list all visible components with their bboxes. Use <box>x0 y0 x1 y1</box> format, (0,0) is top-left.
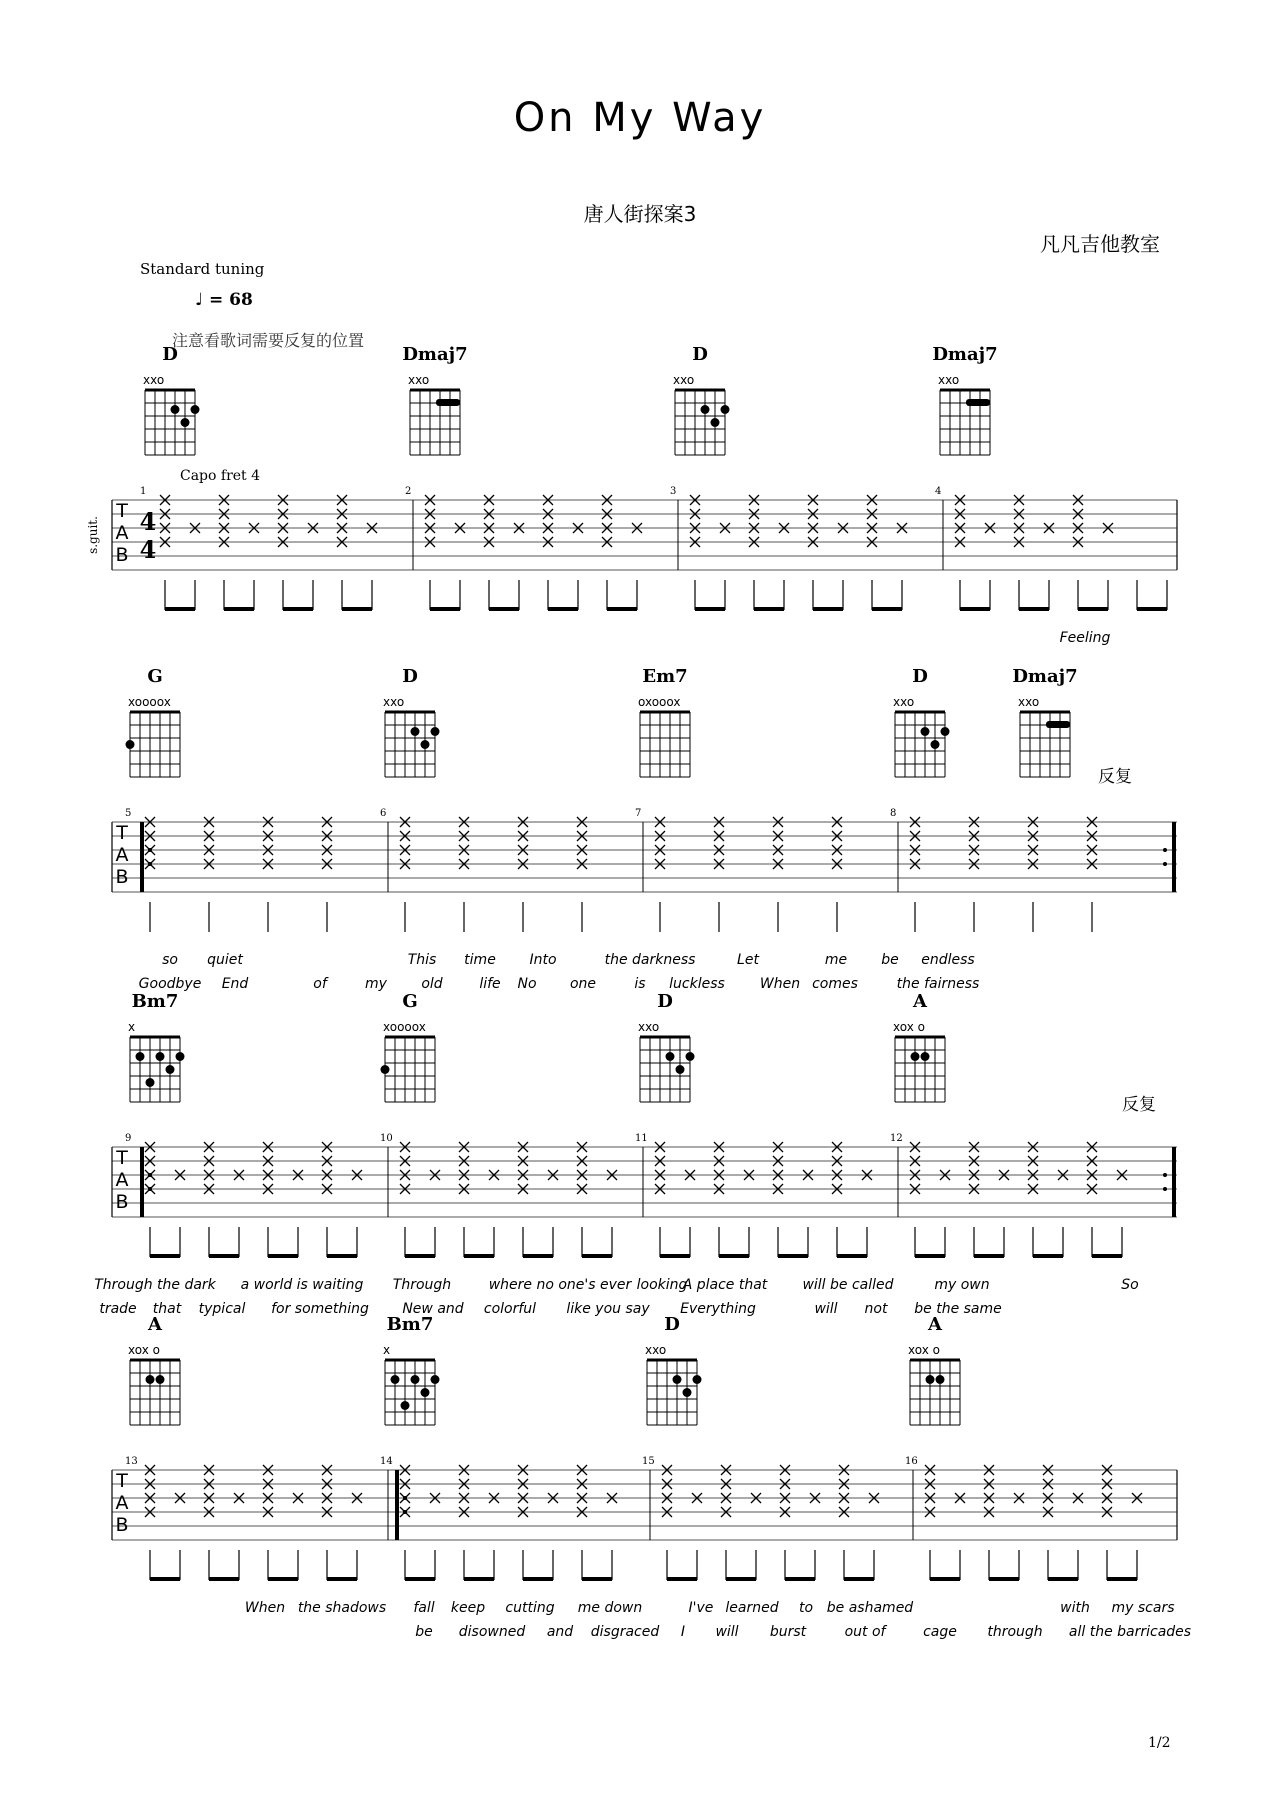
chord-open-mute-markers: xxo <box>383 695 405 709</box>
chord-open-mute-markers: xoooox <box>128 695 171 709</box>
measure-number: 1 <box>140 486 147 497</box>
measure-number: 7 <box>635 808 642 819</box>
note-beam <box>268 1254 298 1258</box>
repeat-instruction: 反复 <box>1122 1095 1156 1115</box>
tab-measure <box>125 1314 362 1581</box>
song-title: On My Way <box>513 95 767 141</box>
finger-dot <box>181 418 190 427</box>
tab-system <box>112 1314 1191 1640</box>
chord-open-mute-markers: xoooox <box>383 1020 426 1034</box>
note-beam <box>930 1577 960 1581</box>
note-beam <box>960 607 990 611</box>
lyric-verse1: so <box>162 952 178 968</box>
tab-measure <box>642 1314 879 1581</box>
finger-dot <box>926 1375 935 1384</box>
note-beam <box>719 1254 749 1258</box>
chord-name: D <box>692 344 708 365</box>
tab-measure <box>125 991 362 1258</box>
finger-dot <box>721 405 730 414</box>
finger-dot <box>686 1052 695 1061</box>
tuning-label: Standard tuning <box>140 260 265 278</box>
note-beam <box>283 607 313 611</box>
tab-system <box>112 666 1177 992</box>
lyric-verse2: will <box>715 1624 739 1640</box>
lyric-verse2: Everything <box>680 1301 756 1317</box>
measure-number: 16 <box>905 1456 918 1467</box>
note-beam <box>548 607 578 611</box>
tab-measure <box>670 344 907 611</box>
instrument-label: s.guit. <box>86 516 100 554</box>
chord-name: G <box>402 991 418 1012</box>
finger-dot <box>411 1375 420 1384</box>
finger-dot <box>431 727 440 736</box>
lyric-verse2: is <box>634 976 646 992</box>
finger-dot <box>136 1052 145 1061</box>
lyric-verse1: cutting <box>505 1600 555 1616</box>
time-signature-bottom: 4 <box>139 535 157 564</box>
measure-number: 14 <box>380 1456 393 1467</box>
note-beam <box>342 607 372 611</box>
lyric-verse1: me down <box>577 1600 643 1616</box>
lyric-verse2: all the barricades <box>1068 1624 1192 1640</box>
tab-measure <box>932 344 1167 611</box>
lyric-verse2: life <box>479 976 501 992</box>
finger-dot <box>673 1375 682 1384</box>
chord-name: Dmaj7 <box>1012 666 1078 687</box>
tab-measure <box>635 991 872 1258</box>
tempo-value: = 68 <box>208 290 253 310</box>
chord-name: Em7 <box>642 666 688 687</box>
note-beam <box>150 1577 180 1581</box>
lyric-verse2: for something <box>271 1301 369 1317</box>
lyric-verse1: to <box>798 1600 814 1616</box>
finger-dot <box>191 405 200 414</box>
chord-name: D <box>657 991 673 1012</box>
chord-name: Dmaj7 <box>932 344 998 365</box>
lyric-verse1: keep <box>450 1600 486 1616</box>
tab-measure <box>890 991 1127 1258</box>
note-beam <box>989 1577 1019 1581</box>
note-beam <box>726 1577 756 1581</box>
note-beam <box>582 1577 612 1581</box>
lyric-verse1: time <box>464 952 496 968</box>
lyric-verse2: colorful <box>483 1301 537 1317</box>
chord-open-mute-markers: xxo <box>143 373 165 387</box>
tab-clef-letter: A <box>115 1169 129 1191</box>
page-number: 1/2 <box>1148 1735 1171 1751</box>
note-beam <box>695 607 725 611</box>
finger-dot <box>156 1375 165 1384</box>
tab-clef-letter: T <box>116 822 128 844</box>
measure-number: 12 <box>890 1133 903 1144</box>
finger-dot <box>936 1375 945 1384</box>
note-beam <box>667 1577 697 1581</box>
note-beam <box>489 607 519 611</box>
lyric-verse1: So <box>1121 1277 1139 1293</box>
repeat-dot <box>1163 862 1167 866</box>
tab-clef-letter: B <box>115 1191 129 1213</box>
repeat-instruction: 反复 <box>1098 767 1132 787</box>
lyric-verse1: quiet <box>207 952 243 968</box>
note-beam <box>1107 1577 1137 1581</box>
lyric-verse2: comes <box>812 976 858 992</box>
capo-label: Capo fret 4 <box>180 468 261 484</box>
finger-dot <box>421 740 430 749</box>
note-beam <box>837 1254 867 1258</box>
finger-dot <box>676 1065 685 1074</box>
lyric-verse1: with <box>1060 1600 1090 1616</box>
note-beam <box>1048 1577 1078 1581</box>
tab-clef-letter: T <box>116 1470 128 1492</box>
note-beam <box>1092 1254 1122 1258</box>
tab-clef-letter: T <box>116 1147 128 1169</box>
note-beam <box>915 1254 945 1258</box>
lyric-verse1: Through <box>392 1277 452 1293</box>
tab-clef-letter: A <box>115 844 129 866</box>
measure-number: 15 <box>642 1456 655 1467</box>
lyric-verse2: disowned <box>458 1624 526 1640</box>
note-beam <box>660 1254 690 1258</box>
finger-dot <box>126 740 135 749</box>
finger-dot <box>921 1052 930 1061</box>
lyric-verse1: This <box>407 952 437 968</box>
note-beam <box>844 1577 874 1581</box>
time-signature-top: 4 <box>139 507 157 536</box>
note-beam <box>150 1254 180 1258</box>
chord-name: G <box>147 666 163 687</box>
lyric-verse2: luckless <box>669 976 725 992</box>
chord-name: D <box>664 1314 680 1335</box>
measure-number: 4 <box>935 486 942 497</box>
lyric-verse2: that <box>152 1301 182 1317</box>
lyric-verse1: Let <box>737 952 759 968</box>
lyric-verse2: When <box>759 976 801 992</box>
lyric-verse2: like you say <box>566 1301 650 1317</box>
note-beam <box>430 607 460 611</box>
note-beam <box>209 1577 239 1581</box>
tab-system <box>94 991 1177 1317</box>
tab-measure <box>380 991 617 1258</box>
lyric-verse1: be ashamed <box>826 1600 914 1616</box>
finger-dot <box>693 1375 702 1384</box>
note-beam <box>872 607 902 611</box>
finger-barre <box>436 399 460 406</box>
lyric-verse2: not <box>864 1301 888 1317</box>
finger-barre <box>1046 721 1070 728</box>
finger-dot <box>146 1078 155 1087</box>
note-beam <box>523 1254 553 1258</box>
chord-open-mute-markers: xxo <box>638 1020 660 1034</box>
finger-dot <box>381 1065 390 1074</box>
chord-name: D <box>402 666 418 687</box>
song-subtitle: 唐人街探案3 <box>583 202 697 226</box>
lyric-verse1: fall <box>413 1600 435 1616</box>
lyric-verse1: learned <box>725 1600 779 1616</box>
tab-measure <box>402 344 642 611</box>
finger-dot <box>146 1375 155 1384</box>
note-beam <box>464 1254 494 1258</box>
chord-open-mute-markers: xxo <box>938 373 960 387</box>
finger-dot <box>941 727 950 736</box>
lyric-verse2: be <box>415 1624 433 1640</box>
measure-number: 2 <box>405 486 412 497</box>
chord-open-mute-markers: xxo <box>645 1343 667 1357</box>
chord-name: D <box>162 344 178 365</box>
finger-dot <box>931 740 940 749</box>
repeat-dot <box>1163 848 1167 852</box>
finger-dot <box>711 418 720 427</box>
measure-number: 5 <box>125 808 132 819</box>
measure-number: 8 <box>890 808 897 819</box>
chord-open-mute-markers: xox o <box>128 1343 160 1357</box>
lyric-verse2: my <box>365 976 387 992</box>
tab-clef-letter: T <box>116 500 128 522</box>
chord-name: D <box>912 666 928 687</box>
chord-name: A <box>928 1314 942 1335</box>
tab-measure <box>905 1314 1142 1581</box>
performance-note: 注意看歌词需要反复的位置 <box>172 331 365 350</box>
note-beam <box>1019 607 1049 611</box>
lyric-verse1: looking <box>636 1277 688 1293</box>
chord-open-mute-markers: xxo <box>673 373 695 387</box>
note-beam <box>224 607 254 611</box>
lyric-verse2: I <box>680 1624 686 1640</box>
note-beam <box>778 1254 808 1258</box>
note-beam <box>405 1254 435 1258</box>
lyric-verse2: disgraced <box>590 1624 660 1640</box>
lyric-verse2: typical <box>198 1301 246 1317</box>
lyric-verse1: endless <box>921 952 975 968</box>
note-beam <box>268 1577 298 1581</box>
tab-system <box>86 344 1177 646</box>
finger-dot <box>683 1388 692 1397</box>
lyric-verse1: I've <box>688 1600 714 1616</box>
lyric-verse2: one <box>569 976 597 992</box>
note-beam <box>813 607 843 611</box>
lyric-verse1: my scars <box>1111 1600 1175 1616</box>
measure-number: 10 <box>380 1133 393 1144</box>
measure-number: 9 <box>125 1133 132 1144</box>
lyric-verse2: be the same <box>914 1301 1002 1317</box>
note-beam <box>464 1577 494 1581</box>
chord-open-mute-markers: xox o <box>908 1343 940 1357</box>
lyric-verse1: When <box>244 1600 286 1616</box>
chord-open-mute-markers: x <box>128 1020 136 1034</box>
note-beam <box>582 1254 612 1258</box>
chord-open-mute-markers: x <box>383 1343 391 1357</box>
lyric-verse2: New and <box>402 1301 464 1317</box>
note-beam <box>405 1577 435 1581</box>
finger-dot <box>701 405 710 414</box>
measure-number: 11 <box>635 1133 648 1144</box>
lyric-verse1: a world is waiting <box>240 1277 364 1293</box>
chord-open-mute-markers: xxo <box>1018 695 1040 709</box>
quarter-note-icon: ♩ <box>195 290 204 310</box>
lyric-verse2: the fairness <box>896 976 980 992</box>
note-beam <box>607 607 637 611</box>
lyric-verse2: of <box>313 976 327 992</box>
measure-number: 6 <box>380 808 387 819</box>
lyric-verse1: Through the dark <box>94 1277 216 1293</box>
tab-measure <box>380 1314 617 1581</box>
tab-clef-letter: B <box>115 544 129 566</box>
chord-name: Bm7 <box>386 1314 434 1335</box>
lyric-verse1: me <box>824 952 848 968</box>
lyric-verse1: where no one's ever <box>488 1277 632 1293</box>
lyric-verse2: out of <box>844 1624 886 1640</box>
note-beam <box>785 1577 815 1581</box>
note-beam <box>1033 1254 1063 1258</box>
repeat-dot <box>1163 1187 1167 1191</box>
chord-open-mute-markers: xox o <box>893 1020 925 1034</box>
repeat-dot <box>1163 1173 1167 1177</box>
lyric-verse1: Feeling <box>1059 630 1111 646</box>
finger-dot <box>156 1052 165 1061</box>
lyric-verse2: cage <box>923 1624 957 1640</box>
measure-number: 13 <box>125 1456 138 1467</box>
finger-dot <box>166 1065 175 1074</box>
tab-clef-letter: A <box>115 1492 129 1514</box>
chord-open-mute-markers: xxo <box>408 373 430 387</box>
chord-name: Dmaj7 <box>402 344 468 365</box>
lyric-verse1: the darkness <box>604 952 696 968</box>
chord-name: A <box>148 1314 162 1335</box>
note-beam <box>1137 607 1167 611</box>
lyric-verse2: No <box>517 976 537 992</box>
tab-clef-letter: A <box>115 522 129 544</box>
note-beam <box>1078 607 1108 611</box>
chord-name: A <box>913 991 927 1012</box>
lyric-verse2: burst <box>769 1624 807 1640</box>
lyric-verse2: trade <box>99 1301 137 1317</box>
note-beam <box>523 1577 553 1581</box>
finger-dot <box>911 1052 920 1061</box>
lyric-verse2: will <box>814 1301 838 1317</box>
measure-number: 3 <box>670 486 677 497</box>
chord-open-mute-markers: oxooox <box>638 695 681 709</box>
lyric-verse1: A place that <box>682 1277 768 1293</box>
finger-dot <box>401 1401 410 1410</box>
lyric-verse2: and <box>546 1624 574 1640</box>
finger-dot <box>921 727 930 736</box>
finger-dot <box>391 1375 400 1384</box>
note-beam <box>327 1577 357 1581</box>
finger-dot <box>411 727 420 736</box>
note-beam <box>165 607 195 611</box>
tab-clef-letter: B <box>115 1514 129 1536</box>
lyric-verse2: through <box>987 1624 1043 1640</box>
lyric-verse2: End <box>221 976 249 992</box>
finger-barre <box>966 399 990 406</box>
lyric-verse2: Goodbye <box>138 976 202 992</box>
finger-dot <box>171 405 180 414</box>
lyric-verse1: be <box>881 952 899 968</box>
finger-dot <box>666 1052 675 1061</box>
finger-dot <box>421 1388 430 1397</box>
lyric-verse1: the shadows <box>297 1600 387 1616</box>
tab-clef-letter: B <box>115 866 129 888</box>
lyric-verse2: old <box>421 976 443 992</box>
note-beam <box>974 1254 1004 1258</box>
finger-dot <box>176 1052 185 1061</box>
finger-dot <box>431 1375 440 1384</box>
lyric-verse1: will be called <box>802 1277 894 1293</box>
chord-open-mute-markers: xxo <box>893 695 915 709</box>
note-beam <box>754 607 784 611</box>
author-name: 凡凡吉他教室 <box>1040 232 1160 256</box>
note-beam <box>327 1254 357 1258</box>
chord-name: Bm7 <box>131 991 179 1012</box>
lyric-verse1: my own <box>934 1277 990 1293</box>
note-beam <box>209 1254 239 1258</box>
lyric-verse1: Into <box>529 952 557 968</box>
